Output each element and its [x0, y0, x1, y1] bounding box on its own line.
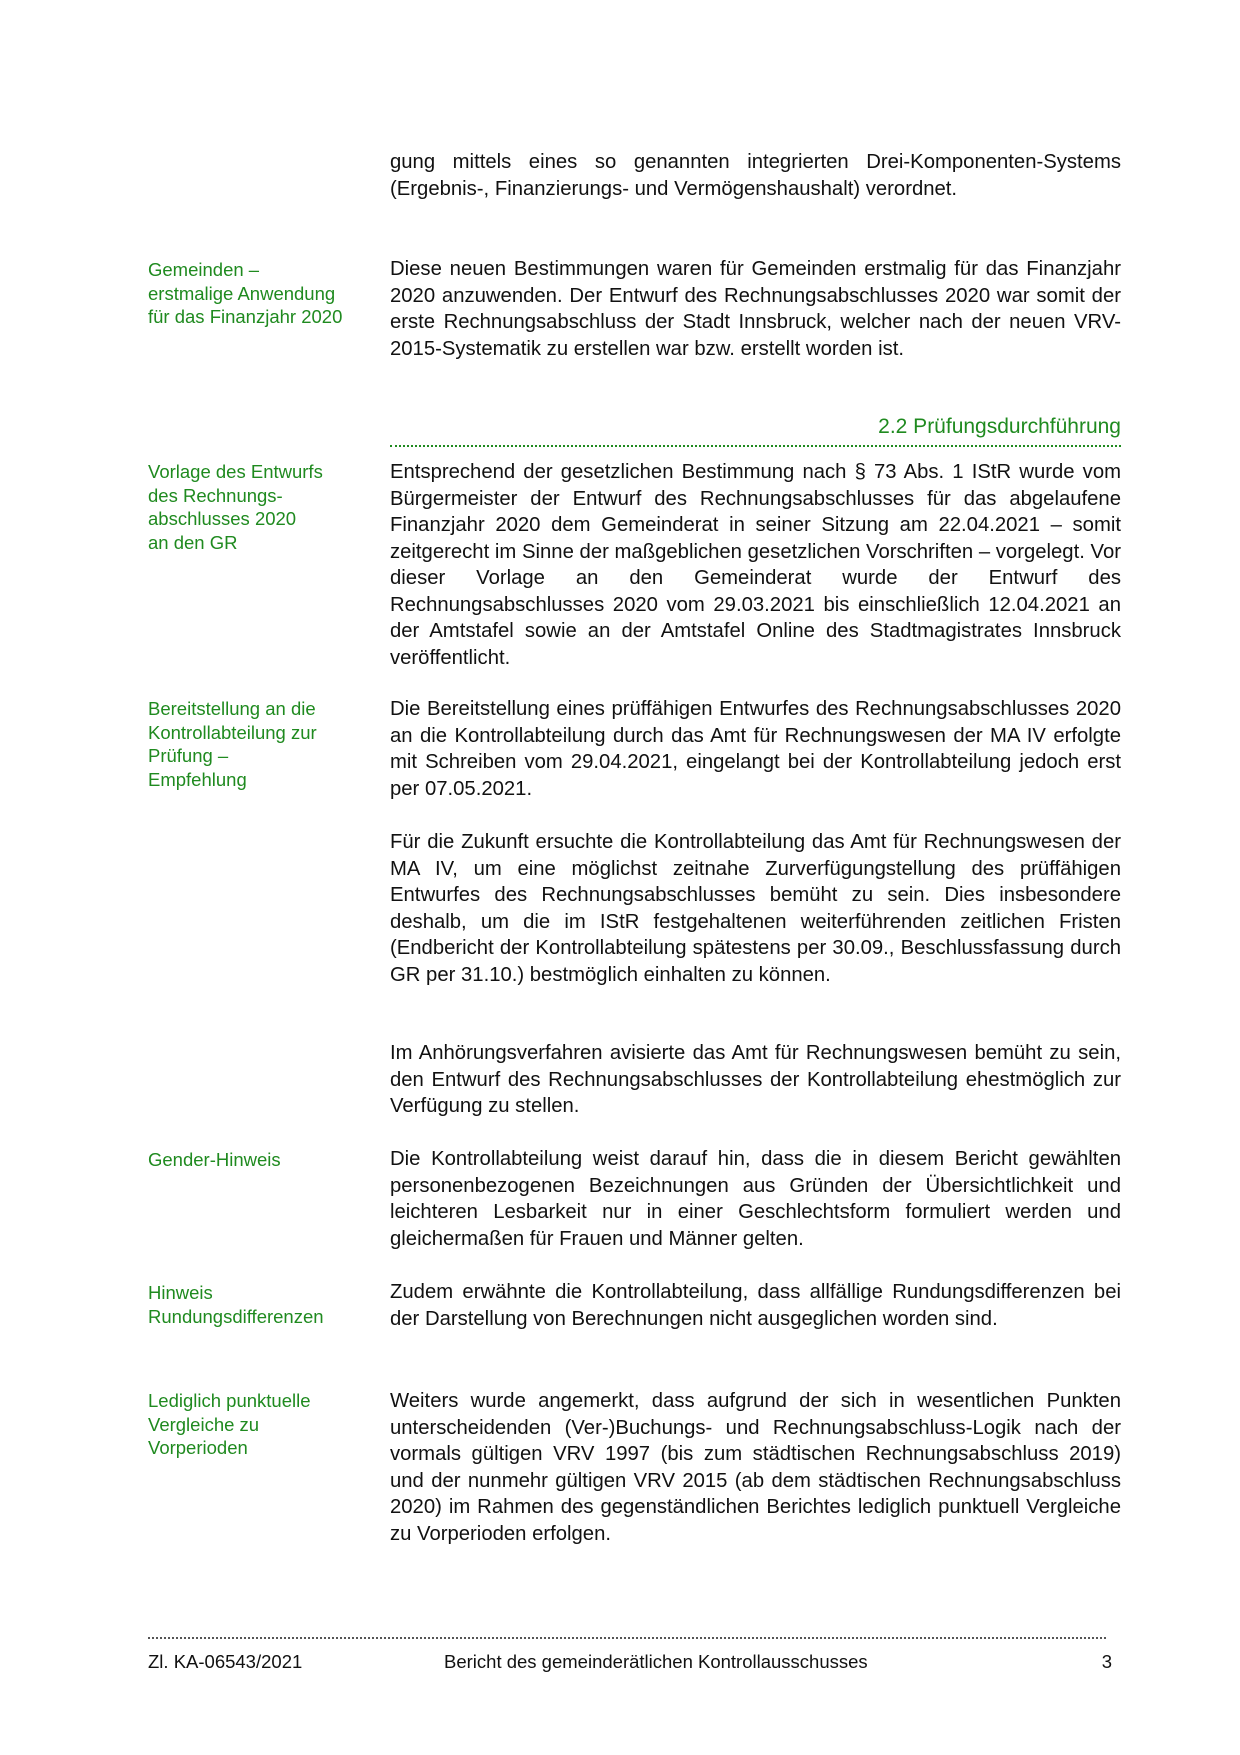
margin-line: Prüfung – [148, 745, 229, 766]
margin-line: Lediglich punktuelle [148, 1390, 311, 1411]
margin-line: Hinweis [148, 1282, 213, 1303]
footer-reference: Zl. KA-06543/2021 [148, 1651, 303, 1672]
paragraph-gender: Die Kontrollabteilung weist darauf hin, dass die in diesem Bericht gewählten personenbezogenen Bezeichnungen aus Gründen der Übersichtlichkeit und leichteren Lesbarkeit nur in einer Geschlechtsform formuliert werden und gleichermaßen für Frauen und Männer gelten. [390, 1148, 1121, 1250]
margin-line: Vorlage des Entwurfs [148, 461, 323, 482]
margin-line: Vergleiche zu [148, 1413, 260, 1435]
paragraph-vorlage: Entsprechend der gesetzlichen Bestimmung nach § 73 Abs. 1 IStR wurde vom Bürgermeister der Entwurf des Rechnungsabschlusses für das abgelaufene Finanzjahr 2020 dem Gemeinderat in seiner Sitzung am 22.04.2021 – somit zeitgerecht im Sinne der maßgeblichen gesetzlichen Vorschriften – vorgelegt. Vor dieser Vorlage an den Gemeinderat wurde der Entwurf des Rechnungsabschlusses 2020 vom 29.03.2021 bis einschließlich 12.04.2021 an der Amtstafel sowie an der Amtstafel Online des Stadtmagistrates Innsbruck veröffentlicht. [390, 461, 1121, 669]
margin-note-rundung [148, 1281, 368, 1328]
margin-note-vergleiche [148, 1389, 368, 1460]
paragraph-gemeinden: Diese neuen Bestimmungen waren für Gemeinden erstmalig für das Finanzjahr 2020 anzuwenden. Der Entwurf des Rechnungsabschlusses 2020 war somit der erste Rechnungsabschluss der Stadt Innsbruck, welcher nach der neuen VRV-2015-Systematik zu erstellen war bzw. erstellt worden ist. [390, 258, 1121, 360]
margin-line: für das Finanzjahr 2020 [148, 306, 343, 327]
paragraph-bereitstellung: Die Bereitstellung eines prüffähigen Entwurfes des Rechnungsabschlusses 2020 an die Kontrollabteilung durch das Amt für Rechnungswesen der MA IV erfolgte mit Schreiben vom 29.04.2021, eingelangt bei der Kontrollabteilung jedoch erst per 07.05.2021. [390, 698, 1121, 800]
paragraph-rundung: Zudem erwähnte die Kontrollabteilung, dass allfällige Rundungsdifferenzen bei der Darstellung von Berechnungen nicht ausgeglichen worden sind. [390, 1281, 1121, 1330]
margin-line: Empfehlung [148, 768, 247, 790]
margin-note-bereitstellung [148, 697, 368, 791]
paragraph-zukunft: Für die Zukunft ersuchte die Kontrollabteilung das Amt für Rechnungswesen der MA IV, um eine möglichst zeitnahe Zurverfügungstellung des prüffähigen Entwurfes des Rechnungsabschlusses bemüht zu sein. Dies insbesondere deshalb, um die im IStR festgehaltenen weiterführenden zeitlichen Fristen (Endbericht der Kontrollabteilung spätestens per 30.09., Beschlussfassung durch GR per 31.10.) bestmöglich einhalten zu können. [390, 831, 1121, 986]
margin-line: Gemeinden – [148, 259, 260, 280]
margin-line: an den GR [148, 531, 238, 553]
margin-line: des Rechnungs- [148, 484, 283, 506]
page-number: 3 [1101, 1651, 1112, 1672]
margin-line: Gender-Hinweis [148, 1149, 281, 1170]
paragraph-vergleiche: Weiters wurde angemerkt, dass aufgrund der sich in wesentlichen Punkten unterscheidenden (Ver-)Buchungs- und Rechnungsabschluss-Logik nach der vormals gültigen VRV 1997 (bis zum städtischen Rechnungsabschluss 2019) und der nunmehr gültigen VRV 2015 (ab dem städtischen Rechnungsabschluss 2020) im Rahmen des gegenständlichen Berichtes lediglich punktuell Vergleiche zu Vorperioden erfolgen. [390, 1390, 1121, 1545]
margin-note-gender [148, 1148, 368, 1172]
intro-paragraph: gung mittels eines so genannten integrierten Drei-Komponenten-Systems (Ergebnis-, Finanzierungs- und Vermögenshaushalt) verordnet. [390, 151, 1121, 200]
section-heading: 2.2 Prüfungsdurchführung [878, 415, 1121, 438]
margin-line: Bereitstellung an die [148, 698, 316, 719]
margin-line: abschlusses 2020 [148, 508, 297, 529]
margin-line: Vorperioden [148, 1437, 248, 1458]
margin-line: erstmalige Anwendung [148, 282, 336, 304]
footer-title: Bericht des gemeinderätlichen Kontrollausschusses [444, 1651, 868, 1672]
margin-line: Kontrollabteilung zur [148, 721, 317, 743]
paragraph-anhoerung: Im Anhörungsverfahren avisierte das Amt für Rechnungswesen bemüht zu sein, den Entwurf des Rechnungsabschlusses der Kontrollabteilung ehestmöglich zur Verfügung zu stellen. [390, 1042, 1121, 1117]
margin-note-gemeinden [148, 258, 368, 329]
footer-dotted-rule [148, 1637, 1106, 1639]
margin-note-vorlage [148, 460, 368, 554]
heading-dotted-rule [390, 445, 1121, 447]
margin-line: Rundungsdifferenzen [148, 1305, 324, 1327]
